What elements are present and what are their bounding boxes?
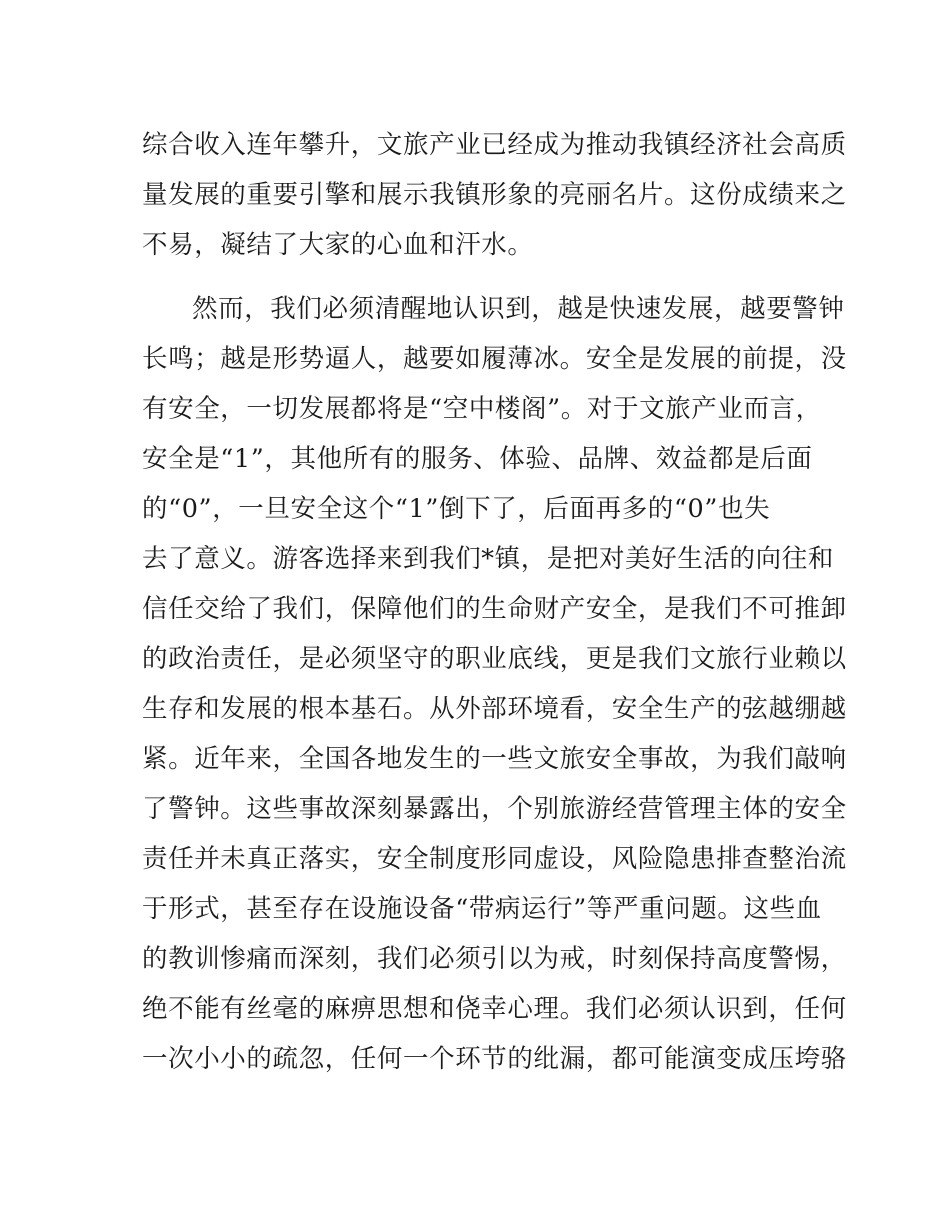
paragraph-2-line-8: 的政治责任，是必须坚守的职业底线，更是我们文旅行业赖以	[142, 644, 847, 674]
paragraph-2-line-5: 的“0”，一旦安全这个“1”倒下了，后面再多的“0”也失	[142, 494, 771, 524]
paragraph-1-line-1: 综合收入连年攀升，文旅产业已经成为推动我镇经济社会高质	[142, 130, 847, 160]
paragraph-2-line-15: 绝不能有丝毫的麻痹思想和侥幸心理。我们必须认识到，任何	[142, 994, 847, 1024]
paragraph-2-line-4: 安全是“1”，其他所有的服务、体验、品牌、效益都是后面	[142, 444, 813, 474]
paragraph-2-line-2: 长鸣；越是形势逼人，越要如履薄冰。安全是发展的前提，没	[142, 344, 847, 374]
paragraph-2-line-12: 责任并未真正落实，安全制度形同虚设，风险隐患排查整治流	[142, 844, 847, 874]
paragraph-1-line-2: 量发展的重要引擎和展示我镇形象的亮丽名片。这份成绩来之	[142, 180, 847, 210]
paragraph-2-line-7: 信任交给了我们，保障他们的生命财产安全，是我们不可推卸	[142, 594, 847, 624]
paragraph-2-line-13: 于形式，甚至存在设施设备“带病运行”等严重问题。这些血	[142, 894, 822, 924]
paragraph-2-line-11: 了警钟。这些事故深刻暴露出，个别旅游经营管理主体的安全	[142, 794, 847, 824]
paragraph-2-line-9: 生存和发展的根本基石。从外部环境看，安全生产的弦越绷越	[142, 694, 847, 724]
paragraph-2-line-1: 然而，我们必须清醒地认识到，越是快速发展，越要警钟	[192, 294, 845, 324]
paragraph-2-line-14: 的教训惨痛而深刻，我们必须引以为戒，时刻保持高度警惕，	[142, 944, 847, 974]
paragraph-1-line-3: 不易，凝结了大家的心血和汗水。	[142, 230, 534, 260]
paragraph-2-line-16: 一次小小的疏忽，任何一个环节的纰漏，都可能演变成压垮骆	[142, 1044, 847, 1074]
paragraph-2-line-6: 去了意义。游客选择来到我们*镇，是把对美好生活的向往和	[142, 544, 834, 574]
paragraph-2-line-10: 紧。近年来，全国各地发生的一些文旅安全事故，为我们敲响	[142, 744, 847, 774]
paragraph-2-line-3: 有安全，一切发展都将是“空中楼阁”。对于文旅产业而言，	[142, 394, 822, 424]
